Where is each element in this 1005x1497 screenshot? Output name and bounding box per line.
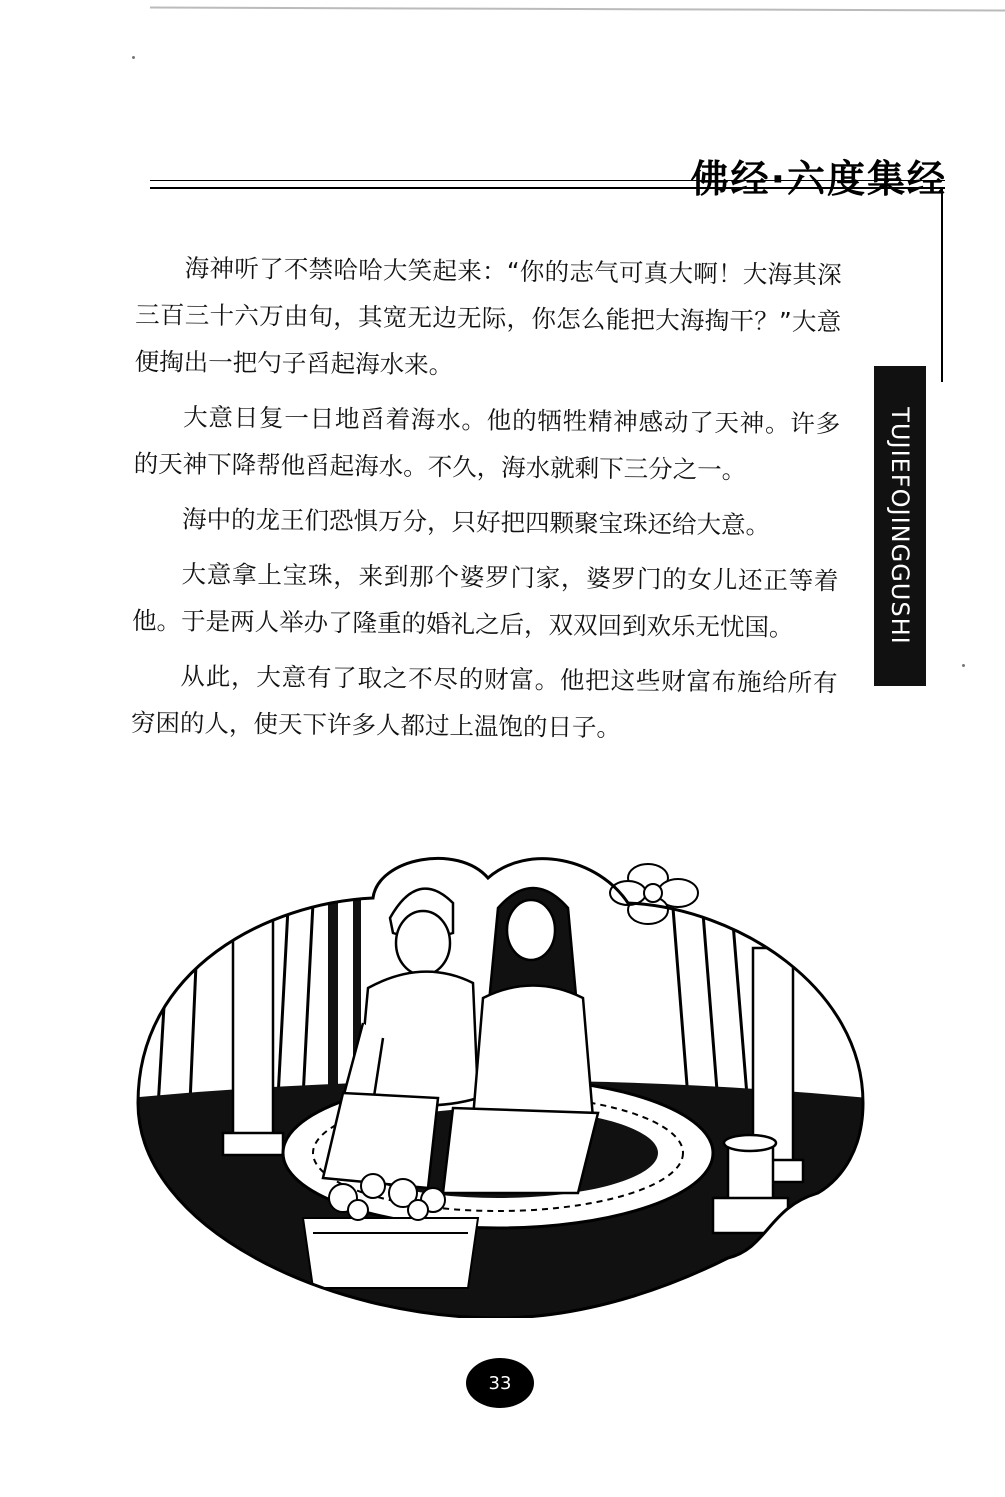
paragraph: 海神听了不禁哈哈大笑起来：“你的志气可真大啊！大海其深三百三十六万由旬，其宽无边无际，你怎么能把大海掏干？”大意便掏出一把勺子舀起海水来。: [134, 253, 842, 380]
paragraph: 从此，大意有了取之不尽的财富。他把这些财富布施给所有穷困的人，使天下许多人都过上温饱的日子。: [130, 661, 838, 743]
scan-speck: [962, 664, 965, 667]
header-rule: [150, 187, 945, 189]
page-number-badge: [466, 1358, 534, 1408]
page-number: 33: [488, 1372, 512, 1394]
scan-edge-line: [150, 7, 1005, 12]
paragraph: 大意拿上宝珠，来到那个婆罗门家，婆罗门的女儿还正等着他。于是两人举办了隆重的婚礼之后，双双回到欢乐无忧国。: [131, 559, 839, 642]
side-rule: [941, 187, 943, 382]
header-rule: [150, 180, 945, 181]
side-tab: [874, 366, 926, 686]
paragraph: 大意日复一日地舀着海水。他的牺牲精神感动了天神。许多的天神下降帮他舀起海水。不久，海水就剩下三分之一。: [133, 402, 841, 485]
paragraph: 海中的龙王们恐惧万分，只好把四颗聚宝珠还给大意。: [181, 504, 771, 540]
running-header-title: 佛经·六度集经: [690, 157, 947, 201]
wedding-illustration: [128, 848, 868, 1318]
body-text: [131, 244, 842, 761]
scan-speck: [132, 56, 135, 59]
side-tab-label: TUJIEFOJINGGUSHI: [886, 407, 914, 645]
